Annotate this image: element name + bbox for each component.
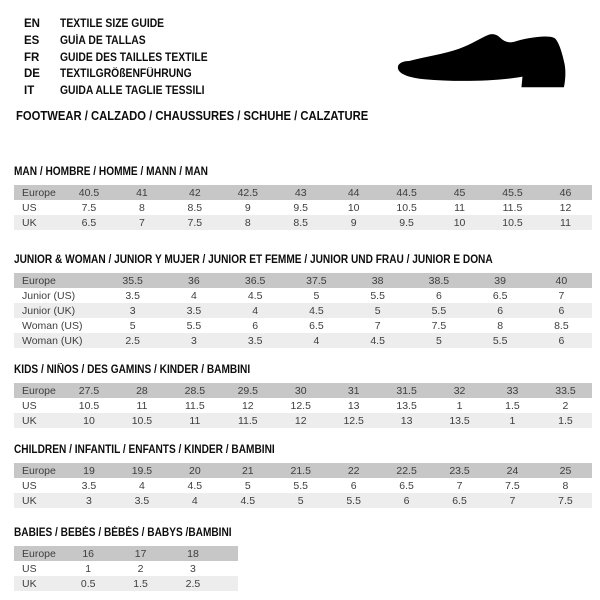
size-cell: 44 bbox=[347, 186, 360, 199]
size-cell: 5.5 bbox=[370, 289, 385, 302]
size-table-title: BABIES / BEBÉS / BÉBÉS / BABYS /BAMBINI bbox=[14, 527, 232, 539]
empty-cell bbox=[219, 561, 238, 576]
size-cell: 19.5 bbox=[131, 464, 153, 477]
size-cell: 7.5 bbox=[431, 319, 447, 332]
size-cell: 7 bbox=[509, 494, 516, 507]
size-row-kids-us bbox=[14, 398, 592, 413]
size-cell: 3.5 bbox=[81, 479, 97, 492]
row-label: Woman (US) bbox=[22, 319, 83, 332]
language-row-de bbox=[24, 66, 224, 83]
size-cell: 10 bbox=[453, 216, 466, 229]
size-cell: 4 bbox=[190, 289, 197, 302]
size-cell: 7 bbox=[558, 289, 565, 302]
size-cell: 9 bbox=[244, 201, 251, 214]
language-list bbox=[24, 16, 224, 100]
size-cell: 22 bbox=[347, 464, 360, 477]
size-cell: 8.5 bbox=[187, 201, 203, 214]
row-label: Europe bbox=[22, 274, 56, 287]
size-table-section-babies bbox=[14, 528, 592, 591]
size-cell: 39 bbox=[494, 274, 506, 287]
size-cell: 8 bbox=[497, 319, 504, 332]
size-cell: 12 bbox=[241, 399, 254, 412]
size-cell: 13.5 bbox=[396, 399, 417, 412]
size-cell: 17 bbox=[134, 547, 147, 560]
size-cell: 5 bbox=[313, 289, 320, 302]
size-row-junior-junior-uk bbox=[14, 303, 592, 318]
size-cell: 1 bbox=[456, 399, 463, 412]
size-cell: 1 bbox=[509, 414, 516, 427]
size-cell: 1.5 bbox=[558, 414, 573, 427]
size-cell: 19 bbox=[83, 464, 95, 477]
size-row-man-us bbox=[14, 200, 592, 215]
size-cell: 12.5 bbox=[290, 399, 311, 412]
size-cell: 8.5 bbox=[293, 216, 309, 229]
size-cell: 10.5 bbox=[78, 399, 100, 412]
size-cell: 24 bbox=[506, 464, 519, 477]
size-table-babies bbox=[14, 546, 238, 591]
size-cell: 5 bbox=[435, 334, 442, 347]
size-cell: 7.5 bbox=[505, 479, 520, 492]
size-cell: 5 bbox=[129, 319, 136, 332]
language-title: GUIDA ALLE TAGLIE TESSILI bbox=[60, 85, 205, 98]
size-cell: 0.5 bbox=[80, 577, 96, 590]
size-cell: 31.5 bbox=[396, 384, 417, 397]
size-row-babies-us bbox=[14, 561, 238, 576]
category-line: FOOTWEAR / CALZADO / CHAUSSURES / SCHUHE / CALZATURE bbox=[16, 109, 369, 123]
size-cell: 31 bbox=[347, 384, 360, 397]
size-row-babies-uk bbox=[14, 576, 238, 591]
size-row-junior-woman-us bbox=[14, 318, 592, 333]
size-cell: 7.5 bbox=[187, 216, 203, 229]
size-row-junior-junior-us bbox=[14, 288, 592, 303]
size-cell: 10 bbox=[347, 201, 360, 214]
size-cell: 1.5 bbox=[505, 399, 520, 412]
language-row-es bbox=[24, 33, 224, 50]
size-cell: 12.5 bbox=[343, 414, 364, 427]
size-cell: 2 bbox=[137, 562, 144, 575]
size-cell: 11 bbox=[189, 414, 201, 427]
size-cell: 35.5 bbox=[122, 274, 143, 287]
size-cell: 10.5 bbox=[131, 414, 153, 427]
size-cell: 3.5 bbox=[134, 494, 150, 507]
size-cell: 21.5 bbox=[290, 464, 311, 477]
size-cell: 6.5 bbox=[81, 216, 97, 229]
size-row-children-us bbox=[14, 478, 592, 493]
size-cell: 6 bbox=[435, 289, 442, 302]
row-label: US bbox=[22, 479, 37, 492]
size-cell: 11.5 bbox=[237, 414, 258, 427]
size-cell: 4.5 bbox=[370, 334, 385, 347]
language-code: IT bbox=[24, 85, 35, 98]
size-cell: 3.5 bbox=[186, 304, 202, 317]
language-code: ES bbox=[24, 34, 40, 47]
size-cell: 4 bbox=[252, 304, 259, 317]
size-table-section-man bbox=[14, 167, 592, 230]
size-cell: 10.5 bbox=[396, 201, 417, 214]
size-cell: 29.5 bbox=[237, 384, 258, 397]
row-label: US bbox=[22, 399, 37, 412]
size-cell: 6 bbox=[403, 494, 410, 507]
size-cell: 46 bbox=[559, 186, 572, 199]
size-cell: 11 bbox=[454, 201, 465, 214]
language-code: FR bbox=[24, 51, 40, 64]
size-table-title: KIDS / NIÑOS / DES GAMINS / KINDER / BAMBINI bbox=[14, 364, 251, 376]
size-tables-container bbox=[14, 167, 592, 591]
language-title: GUIDE DES TAILLES TEXTILE bbox=[60, 51, 208, 64]
size-row-kids-europe bbox=[14, 383, 592, 398]
size-cell: 3 bbox=[190, 562, 196, 575]
size-table-kids bbox=[14, 383, 592, 428]
size-cell: 32 bbox=[453, 384, 466, 397]
size-cell: 6.5 bbox=[492, 289, 508, 302]
size-cell: 3 bbox=[190, 334, 197, 347]
language-row-fr bbox=[24, 50, 224, 67]
size-cell: 10.5 bbox=[502, 216, 523, 229]
size-cell: 40 bbox=[555, 274, 568, 287]
row-label: US bbox=[22, 562, 37, 575]
size-cell: 5.5 bbox=[293, 479, 309, 492]
size-cell: 2.5 bbox=[125, 334, 140, 347]
size-cell: 37.5 bbox=[306, 274, 327, 287]
size-cell: 3 bbox=[129, 304, 136, 317]
size-cell: 30 bbox=[294, 384, 307, 397]
size-cell: 6 bbox=[558, 334, 565, 347]
size-cell: 42 bbox=[189, 186, 201, 199]
size-cell: 5 bbox=[297, 494, 304, 507]
size-cell: 13.5 bbox=[449, 414, 470, 427]
size-cell: 18 bbox=[187, 547, 199, 560]
row-label: Europe bbox=[22, 186, 56, 199]
size-cell: 8 bbox=[138, 201, 145, 214]
size-cell: 20 bbox=[189, 464, 201, 477]
size-row-babies-europe bbox=[14, 546, 238, 561]
size-row-junior-woman-uk bbox=[14, 333, 592, 348]
size-row-man-uk bbox=[14, 215, 592, 230]
size-cell: 6.5 bbox=[309, 319, 324, 332]
size-cell: 1.5 bbox=[133, 577, 148, 590]
size-cell: 45 bbox=[453, 186, 466, 199]
row-label: UK bbox=[22, 216, 37, 229]
size-cell: 4.5 bbox=[187, 479, 203, 492]
size-cell: 5.5 bbox=[186, 319, 202, 332]
size-table-junior bbox=[14, 273, 592, 348]
row-label: UK bbox=[22, 494, 37, 507]
size-cell: 5.5 bbox=[346, 494, 361, 507]
size-table-title: MAN / HOMBRE / HOMME / MANN / MAN bbox=[14, 166, 208, 178]
size-cell: 38.5 bbox=[428, 274, 450, 287]
size-cell: 13 bbox=[400, 414, 413, 427]
size-cell: 4 bbox=[191, 494, 198, 507]
size-table-section-junior bbox=[14, 255, 592, 348]
size-cell: 7 bbox=[374, 319, 381, 332]
size-row-man-europe bbox=[14, 185, 592, 200]
size-cell: 6 bbox=[350, 479, 357, 492]
size-table-man bbox=[14, 185, 592, 230]
size-cell: 4 bbox=[313, 334, 320, 347]
size-cell: 40.5 bbox=[78, 186, 100, 199]
size-cell: 42.5 bbox=[237, 186, 258, 199]
size-row-children-uk bbox=[14, 493, 592, 508]
size-cell: 5.5 bbox=[431, 304, 447, 317]
size-cell: 3 bbox=[86, 494, 92, 507]
size-cell: 2 bbox=[562, 399, 569, 412]
size-cell: 11.5 bbox=[502, 201, 523, 214]
size-table-children bbox=[14, 463, 592, 508]
row-label: US bbox=[22, 201, 37, 214]
size-cell: 11 bbox=[136, 399, 148, 412]
language-code: DE bbox=[24, 68, 40, 81]
size-row-kids-uk bbox=[14, 413, 592, 428]
size-cell: 6.5 bbox=[399, 479, 414, 492]
size-table-title: JUNIOR & WOMAN / JUNIOR Y MUJER / JUNIOR ET FEMME / JUNIOR UND FRAU / JUNIOR E DONA bbox=[14, 254, 493, 266]
size-cell: 9.5 bbox=[293, 201, 309, 214]
size-cell: 3.5 bbox=[125, 289, 140, 302]
size-cell: 13 bbox=[347, 399, 360, 412]
size-cell: 6.5 bbox=[452, 494, 467, 507]
dress-shoe-icon bbox=[396, 33, 568, 92]
language-row-it bbox=[24, 83, 224, 100]
size-cell: 16 bbox=[82, 547, 95, 560]
size-cell: 36.5 bbox=[244, 274, 266, 287]
row-label: Junior (US) bbox=[22, 289, 76, 302]
size-cell: 4.5 bbox=[240, 494, 256, 507]
size-cell: 8.5 bbox=[554, 319, 569, 332]
size-cell: 6 bbox=[497, 304, 504, 317]
size-cell: 22.5 bbox=[396, 464, 417, 477]
size-cell: 12 bbox=[294, 414, 307, 427]
size-table-title: CHILDREN / INFANTIL / ENFANTS / KINDER / BAMBINI bbox=[14, 444, 275, 456]
size-cell: 45.5 bbox=[502, 186, 523, 199]
size-cell: 11 bbox=[560, 216, 571, 229]
size-cell: 28 bbox=[136, 384, 148, 397]
size-cell: 9 bbox=[350, 216, 357, 229]
empty-cell bbox=[219, 546, 238, 561]
size-cell: 8 bbox=[562, 479, 569, 492]
size-cell: 33.5 bbox=[555, 384, 576, 397]
size-cell: 25 bbox=[559, 464, 572, 477]
size-cell: 4 bbox=[138, 479, 145, 492]
size-cell: 4.5 bbox=[247, 289, 263, 302]
size-cell: 7 bbox=[456, 479, 463, 492]
size-row-children-europe bbox=[14, 463, 592, 478]
size-cell: 23.5 bbox=[449, 464, 470, 477]
row-label: Junior (UK) bbox=[22, 304, 76, 317]
size-cell: 33 bbox=[506, 384, 519, 397]
row-label: Europe bbox=[22, 547, 56, 560]
size-cell: 8 bbox=[244, 216, 251, 229]
size-cell: 43 bbox=[294, 186, 307, 199]
language-code: EN bbox=[24, 18, 40, 30]
size-cell: 38 bbox=[371, 274, 384, 287]
size-cell: 5 bbox=[244, 479, 251, 492]
size-cell: 3.5 bbox=[247, 334, 263, 347]
language-title: TEXTILGRÖßENFÜHRUNG bbox=[60, 68, 192, 81]
row-label: UK bbox=[22, 414, 37, 427]
size-cell: 36 bbox=[188, 274, 200, 287]
size-cell: 7.5 bbox=[81, 201, 97, 214]
empty-cell bbox=[219, 576, 238, 591]
size-row-junior-europe bbox=[14, 273, 592, 288]
size-cell: 28.5 bbox=[184, 384, 206, 397]
size-table-section-children bbox=[14, 445, 592, 508]
size-cell: 5.5 bbox=[492, 334, 508, 347]
size-cell: 2.5 bbox=[185, 577, 201, 590]
size-cell: 4.5 bbox=[309, 304, 324, 317]
size-cell: 10 bbox=[83, 414, 95, 427]
size-cell: 12 bbox=[559, 201, 572, 214]
language-row-en bbox=[24, 16, 224, 33]
row-label: Europe bbox=[22, 464, 56, 477]
size-table-section-kids bbox=[14, 365, 592, 428]
language-title: GUÍA DE TALLAS bbox=[60, 34, 146, 47]
size-cell: 11.5 bbox=[185, 399, 205, 412]
row-label: UK bbox=[22, 577, 37, 590]
row-label: Europe bbox=[22, 384, 56, 397]
size-cell: 1 bbox=[85, 562, 92, 575]
size-cell: 9.5 bbox=[399, 216, 414, 229]
size-cell: 27.5 bbox=[78, 384, 100, 397]
size-cell: 6 bbox=[252, 319, 259, 332]
size-cell: 44.5 bbox=[396, 186, 417, 199]
size-cell: 7 bbox=[138, 216, 145, 229]
size-cell: 5 bbox=[374, 304, 381, 317]
size-cell: 41 bbox=[136, 186, 148, 199]
size-cell: 6 bbox=[558, 304, 565, 317]
size-cell: 21 bbox=[241, 464, 254, 477]
row-label: Woman (UK) bbox=[22, 334, 83, 347]
language-title: TEXTILE SIZE GUIDE bbox=[60, 18, 165, 30]
size-cell: 7.5 bbox=[558, 494, 573, 507]
